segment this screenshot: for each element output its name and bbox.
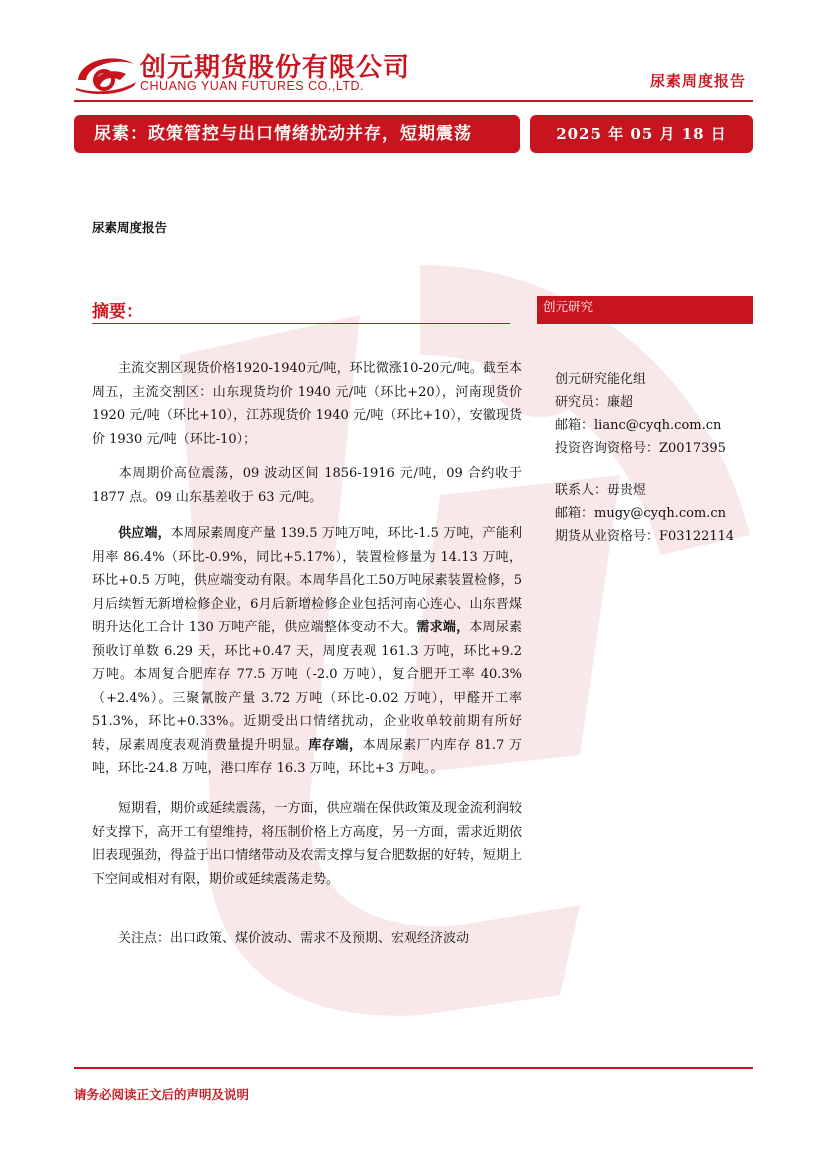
sidebar-header: 创元研究 xyxy=(537,296,753,324)
report-date-banner: 2025 年 05 月 18 日 xyxy=(530,115,753,153)
supply-label: 供应端， xyxy=(118,526,171,541)
paragraph-futures-price: 本周期价高位震荡，09 波动区间 1856-1916 元/吨，09 合约收于 1877 点。09 山东基差收于 63 元/吨。 xyxy=(92,466,522,505)
paragraph-fundamentals: 供应端，本周尿素周度产量 139.5 万吨万吨，环比-1.5 万吨，产能利用率 86.4%（环比-0.9%，同比+5.17%），装置检修量为 14.13 万吨，环比+0.5 万吨，供应端变动有限。本周华昌化工50万吨尿素装置检修，5月后续暂无新增检修企业，6月后新增检修企业包括河南心连心、山东晋煤明升达化工合计 130 万吨产能，供应端整体变动不大。需求端，本周尿素预收订单数 6.29 天，环比+0.47 天，周度表观 161.3 万吨，环比+9.2 万吨。本周复合肥库存 77.5 万吨（-2.0 万吨），复合肥开工率 40.3%（+2.4%）。三聚氰胺产量 3.72 万吨（环比-0.02 万吨），甲醛开工率 51.3%，环比+0.33%。近期受出口情绪扰动，企业收单较前期有所好转，尿素周度表观消费量提升明显。库存端，本周尿素厂内库存 81.7 万吨，环比-24.8 万吨，港口库存 16.3 万吨，环比+3 万吨。。 xyxy=(92,526,522,776)
report-title-banner: 尿素：政策管控与出口情绪扰动并存，短期震荡 xyxy=(74,115,520,153)
company-logo-icon xyxy=(74,50,138,94)
demand-label: 需求端， xyxy=(416,620,470,635)
abstract-heading: 摘要： xyxy=(92,302,143,322)
company-name-cn: 创元期货股份有限公司 xyxy=(140,53,411,83)
paragraph-risks: 关注点：出口政策、煤价波动、需求不及预期、宏观经济波动 xyxy=(118,931,470,946)
research-group: 创元研究能化组 xyxy=(555,372,647,387)
footer-divider xyxy=(74,1067,753,1069)
researcher-email: 邮箱：lianc@cyqh.com.cn xyxy=(555,418,722,433)
footer-disclaimer: 请务必阅读正文后的声明及说明 xyxy=(74,1087,250,1102)
paragraph-spot-price: 主流交割区现货价格1920-1940元/吨，环比微涨10-20元/吨。截至本周五，主流交割区：山东现货均价 1940 元/吨（环比+20），河南现货价 1920 元/吨（环比+10），江苏现货价 1940 元/吨（环比+10），安徽现货价 1930 元/吨（环比-10）； xyxy=(92,361,522,447)
header-divider xyxy=(74,100,753,102)
report-type-header: 尿素周度报告 xyxy=(649,72,746,90)
abstract-divider xyxy=(92,323,510,324)
contact-license: 期货从业资格号：F03122114 xyxy=(555,529,735,544)
contact-name: 联系人：毋贵煜 xyxy=(555,483,647,498)
section-label: 尿素周度报告 xyxy=(92,220,168,235)
researcher-license: 投资咨询资格号：Z0017395 xyxy=(555,441,726,456)
paragraph-outlook: 短期看，期价或延续震荡，一方面，供应端在保供政策及现金流利润较好支撑下，高开工有望维持，将压制价格上方高度，另一方面，需求近期依旧表现强劲，得益于出口情绪带动及农需支撑与复合肥数据的好转，短期上下空间或相对有限，期价或延续震荡走势。 xyxy=(92,801,522,887)
inventory-label: 库存端， xyxy=(308,737,363,753)
company-name-en: CHUANG YUAN FUTURES CO.,LTD. xyxy=(140,79,364,93)
researcher-name: 研究员：廉超 xyxy=(555,395,634,410)
company-logo xyxy=(74,47,411,97)
contact-email: 邮箱：mugy@cyqh.com.cn xyxy=(555,506,727,521)
